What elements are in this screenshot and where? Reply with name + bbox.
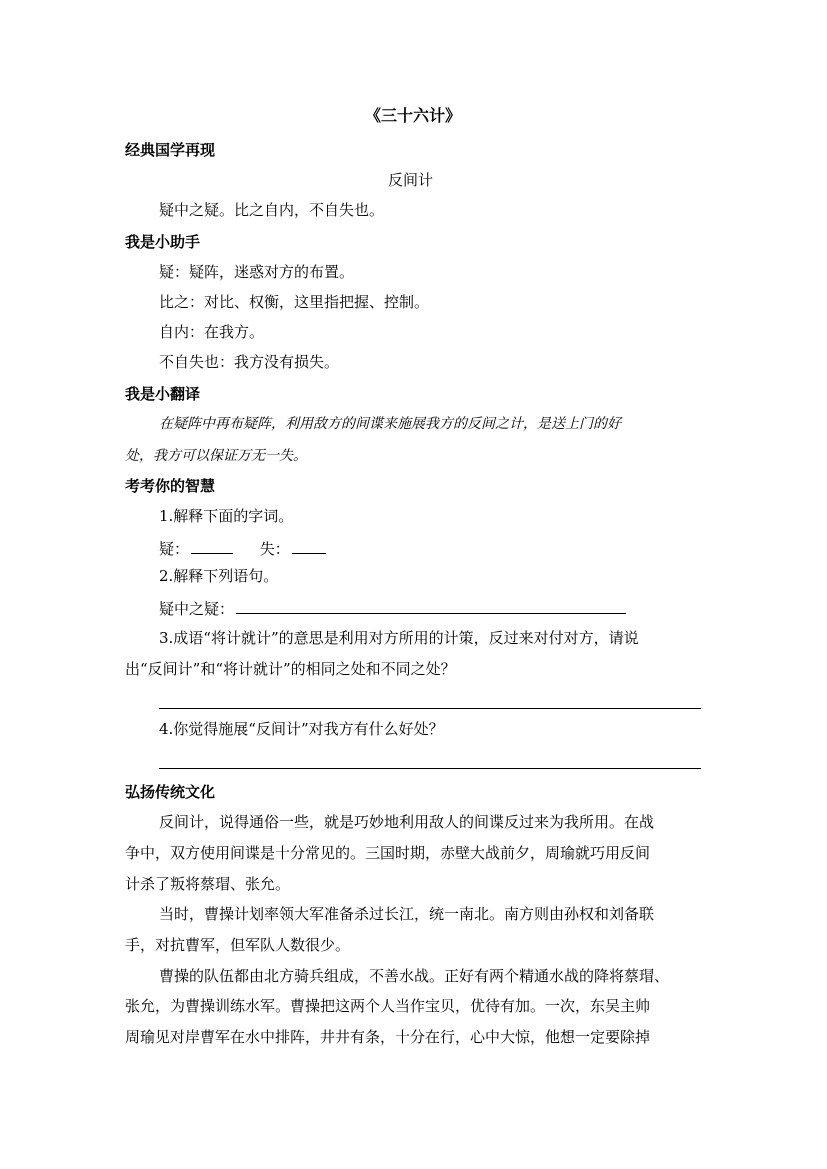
story-line: 曹操的队伍都由北方骑兵组成，不善水战。正好有两个精通水战的降将蔡瑁、: [159, 967, 670, 985]
question-3-line: 3.成语“将计就计”的意思是利用对方所用的计策，反过来对付对方，请说: [159, 629, 639, 647]
section-heading-translation: 我是小翻译: [125, 385, 201, 403]
answer-blank[interactable]: [236, 597, 626, 614]
answer-rule[interactable]: [159, 708, 701, 709]
section-heading-classic: 经典国学再现: [125, 141, 216, 159]
story-line: 手，对抗曹军，但军队人数很少。: [125, 936, 351, 954]
translation-line: 在疑阵中再布疑阵，利用敌方的间谍来施展我方的反间之计，是送上门的好: [159, 416, 621, 432]
story-line: 张允，为曹操训练水军。曹操把这两个人当作宝贝，优待有加。一次，东吴主帅: [125, 997, 651, 1015]
story-line: 反间计，说得通俗一些，就是巧妙地利用敌人的间谍反过来为我所用。在战: [159, 813, 655, 831]
question-4: 4.你觉得施展“反间计”对我方有什么好处？: [159, 720, 444, 738]
note-line: 比之：对比、权衡，这里指把握、控制。: [159, 293, 430, 311]
story-line: 当时，曹操计划率领大军准备杀过长江，统一南北。南方则由孙权和刘备联: [159, 905, 655, 923]
answer-blank[interactable]: [292, 537, 326, 554]
stratagem-name: 反间计: [388, 171, 434, 189]
document-title: 《三十六计》: [365, 106, 462, 125]
word-label: 疑：: [159, 540, 190, 558]
question-3-line: 出“反间计”和“将计就计”的相同之处和不同之处？: [125, 660, 456, 678]
answer-rule[interactable]: [159, 768, 701, 769]
story-line: 争中，双方使用间谍是十分常见的。三国时期，赤壁大战前夕，周瑜就巧用反间: [125, 844, 651, 862]
note-line: 自内：在我方。: [159, 323, 265, 341]
phrase-label: 疑中之疑：: [159, 600, 235, 618]
section-heading-culture: 弘扬传统文化: [125, 783, 216, 801]
translation-line: 处，我方可以保证万无一失。: [125, 448, 307, 464]
question-1-answers: [159, 537, 326, 559]
note-line: 疑：疑阵，迷惑对方的布置。: [159, 263, 355, 281]
note-line: 不自失也：我方没有损失。: [159, 353, 340, 371]
question-2: 2.解释下列语句。: [159, 567, 279, 585]
section-heading-helper: 我是小助手: [125, 233, 201, 251]
word-label: 失：: [259, 540, 290, 558]
answer-blank[interactable]: [191, 537, 233, 554]
story-line: 周瑜见对岸曹军在水中排阵，井井有条，十分在行，心中大惊，他想一定要除掉: [125, 1028, 651, 1046]
story-line: 计杀了叛将蔡瑁、张允。: [125, 875, 291, 893]
classic-text: 疑中之疑。比之自内，不自失也。: [159, 201, 385, 219]
question-2-answer: [159, 597, 626, 619]
question-1: 1.解释下面的字词。: [159, 507, 294, 525]
section-heading-quiz: 考考你的智慧: [125, 477, 216, 495]
